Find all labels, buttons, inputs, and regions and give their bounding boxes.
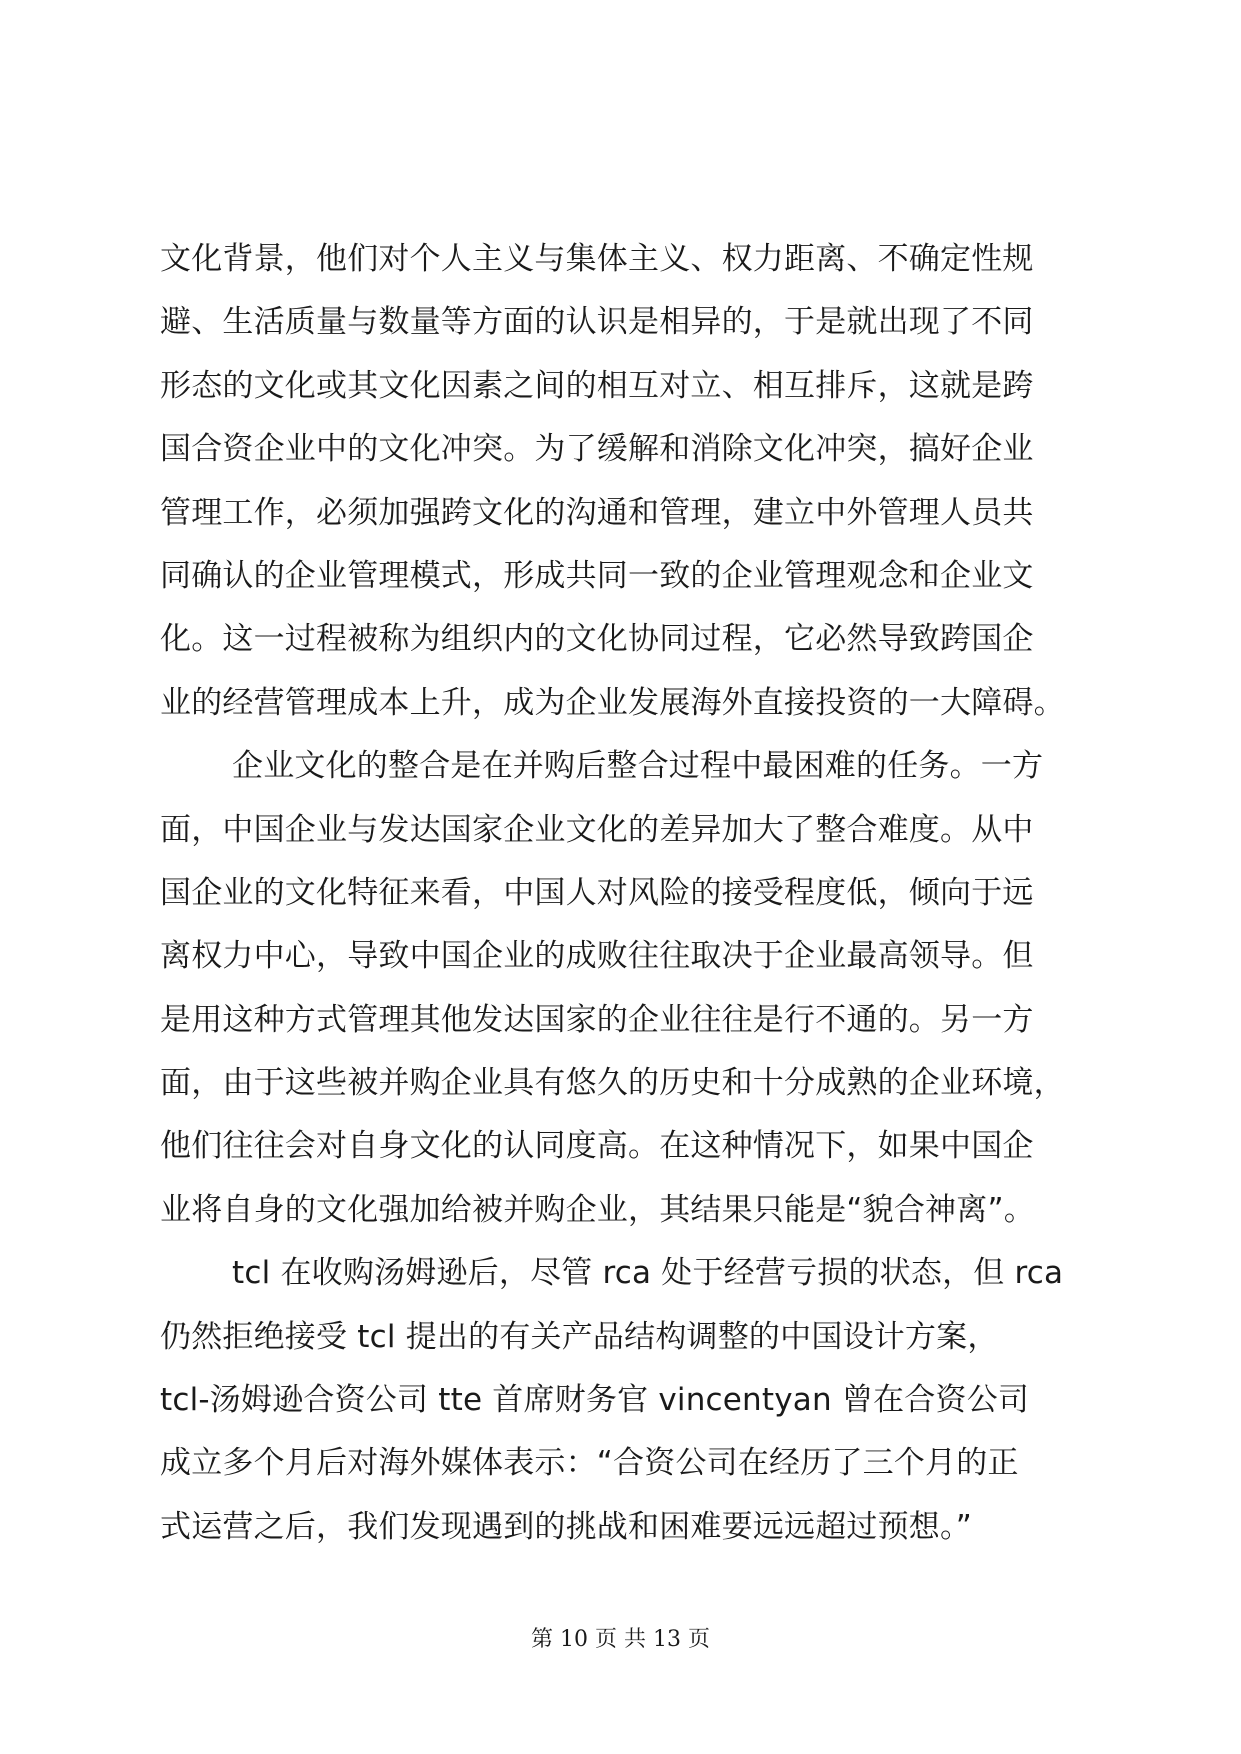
- text-line: 离权力中心，导致中国企业的成败往往取决于企业最高领导。但: [160, 938, 1034, 975]
- text-line: 面，由于这些被并购企业具有悠久的历史和十分成熟的企业环境，: [160, 1065, 1065, 1102]
- text-line: tcl 在收购汤姆逊后，尽管 rca 处于经营亏损的状态，但 rca: [232, 1255, 1064, 1292]
- text-line: 避、生活质量与数量等方面的认识是相异的，于是就出现了不同: [160, 304, 1034, 341]
- text-line: 文化背景，他们对个人主义与集体主义、权力距离、不确定性规: [160, 241, 1034, 277]
- text-line: 国企业的文化特征来看，中国人对风险的接受程度低，倾向于远: [160, 874, 1034, 911]
- text-line: 成立多个月后对海外媒体表示：“合资公司在经历了三个月的正: [160, 1445, 1019, 1482]
- text-line: 化。这一过程被称为组织内的文化协同过程，它必然导致跨国企: [160, 621, 1034, 658]
- text-line: 业的经营管理成本上升，成为企业发展海外直接投资的一大障碍。: [160, 684, 1065, 721]
- text-line: 管理工作，必须加强跨文化的沟通和管理，建立中外管理人员共: [160, 494, 1034, 531]
- text-line: 仍然拒绝接受 tcl 提出的有关产品结构调整的中国设计方案，: [160, 1318, 999, 1355]
- text-line: tcl-汤姆逊合资公司 tte 首席财务官 vincentyan 曾在合资公司: [160, 1382, 1030, 1419]
- text-line: 同确认的企业管理模式，形成共同一致的企业管理观念和企业文: [160, 557, 1034, 594]
- text-line: 他们往往会对自身文化的认同度高。在这种情况下，如果中国企: [160, 1128, 1034, 1165]
- text-line: 面，中国企业与发达国家企业文化的差异加大了整合难度。从中: [160, 811, 1034, 848]
- text-line: 国合资企业中的文化冲突。为了缓解和消除文化冲突，搞好企业: [160, 431, 1034, 468]
- text-line: 是用这种方式管理其他发达国家的企业往往是行不通的。另一方: [160, 1001, 1034, 1038]
- text-line: 式运营之后，我们发现遇到的挑战和困难要远远超过预想。”: [160, 1508, 972, 1545]
- body-text: [160, 228, 1090, 1559]
- text-line: 企业文化的整合是在并购后整合过程中最困难的任务。一方: [232, 748, 1044, 785]
- page-footer: 第 10 页 共 13 页: [531, 1627, 710, 1652]
- text-line: 业将自身的文化强加给被并购企业，其结果只能是“貌合神离”。: [160, 1191, 1035, 1228]
- text-line: 形态的文化或其文化因素之间的相互对立、相互排斥，这就是跨: [160, 367, 1034, 404]
